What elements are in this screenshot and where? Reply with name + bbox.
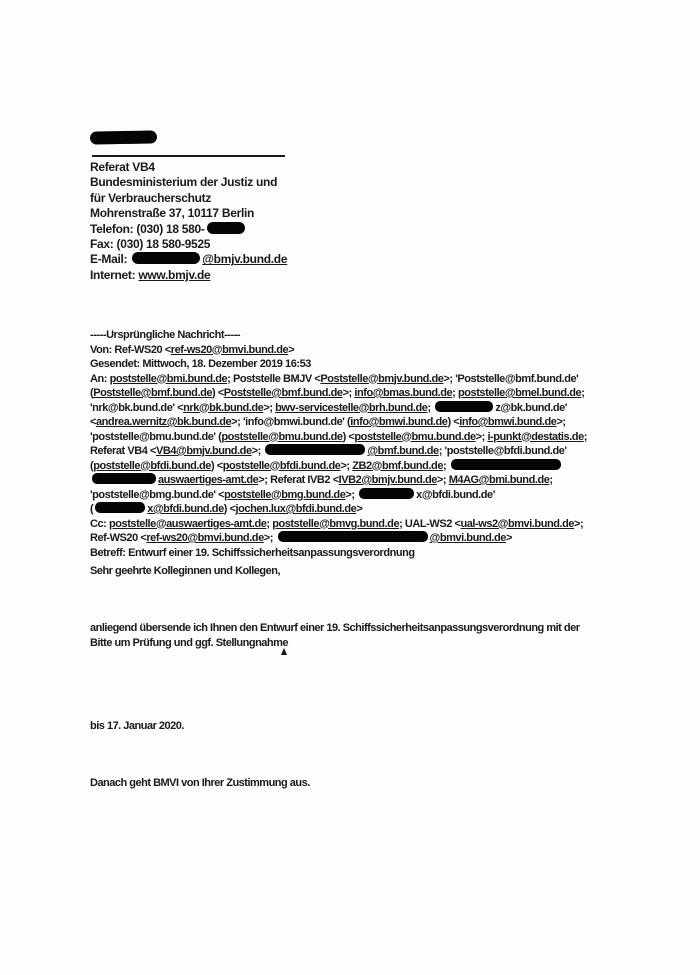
text-segment: ; xyxy=(452,387,458,399)
text-line xyxy=(90,459,587,474)
text-line xyxy=(90,502,587,517)
text-segment: ) < xyxy=(223,503,236,515)
closing-text: Danach geht BMVI von Ihrer Zustimmung aus. xyxy=(90,777,310,789)
email-address-text: poststelle@bmi.bund.de xyxy=(109,372,228,385)
text-segment: ( xyxy=(90,503,94,515)
text-segment: > xyxy=(288,343,295,356)
text-line xyxy=(90,222,287,237)
text-segment: >; xyxy=(263,401,276,414)
text-line xyxy=(90,415,587,430)
email-address-text: VB4@bmjv.bund.de xyxy=(156,445,252,457)
redaction-bar xyxy=(92,473,156,484)
text-segment: ; xyxy=(443,459,449,472)
email-address-text: Poststelle@bmf.bund.de xyxy=(223,387,343,399)
email-address-text: @bmf.bund.de xyxy=(367,445,439,457)
text-segment: ; xyxy=(266,517,273,530)
text-segment: Telefon: (030) 18 580- xyxy=(90,221,205,236)
text-segment: x@bfdi.bund.de' xyxy=(416,488,495,501)
email-address-text: poststelle@bmu.bund.de xyxy=(221,430,343,443)
text-segment: > xyxy=(356,503,363,515)
email-address-text: poststelle@bmu.bund.de xyxy=(354,430,476,443)
text-line xyxy=(90,546,587,561)
email-address-text: Poststelle@bmf.bund.de xyxy=(93,387,212,399)
text-line xyxy=(90,160,287,175)
text-line xyxy=(90,357,587,372)
redaction-bar xyxy=(359,488,414,499)
text-segment: z@bk.bund.de' xyxy=(495,401,567,414)
text-segment: ) < xyxy=(210,459,223,472)
text-segment: >; xyxy=(574,517,584,530)
email-address-text: ref-ws20@bmvi.bund.de xyxy=(146,532,264,544)
text-segment: 'nrk@bk.bund.de' < xyxy=(90,401,184,414)
text-segment: Mohrenstraße 37, 10117 Berlin xyxy=(90,206,255,221)
text-segment: ( xyxy=(90,459,94,472)
email-address-text: info@bmwi.bund.de xyxy=(459,416,557,428)
sender-contact-block xyxy=(90,160,287,283)
text-segment: Referat VB4 < xyxy=(90,445,156,457)
email-address-text: @bmvi.bund.de xyxy=(429,532,506,544)
redaction-bar xyxy=(95,502,145,513)
redaction-bar xyxy=(451,459,561,470)
text-segment: Bundesministerium der Justiz und xyxy=(90,175,278,190)
text-segment: >; 'info@bmwi.bund.de' ( xyxy=(231,416,351,428)
email-address-text: ZB2@bmf.bund.de xyxy=(352,459,443,472)
text-segment: >; xyxy=(436,474,449,486)
text-segment: ; 'poststelle@bfdi.bund.de' xyxy=(438,445,567,457)
email-address-text: poststelle@bfdi.bund.de xyxy=(222,459,341,472)
text-line xyxy=(90,386,587,401)
text-segment: ; UAL-WS2 < xyxy=(399,517,461,530)
text-segment: Betreff: Entwurf einer 19. Schiffssicherheitsanpassungsverordnung xyxy=(90,546,415,559)
email-address-text: poststelle@bfdi.bund.de xyxy=(93,459,211,472)
email-address-text: jochen.lux@bfdi.bund.de xyxy=(235,503,357,515)
email-address-text: poststelle@auswaertiges-amt.de xyxy=(108,517,267,530)
text-segment: 'poststelle@bmg.bund.de' < xyxy=(90,488,225,501)
text-segment: Fax: (030) 18 580-9525 xyxy=(90,237,211,252)
text-line xyxy=(90,343,587,358)
text-line xyxy=(90,328,587,343)
email-address-text: x@bfdi.bund.de xyxy=(147,503,224,515)
text-segment: Internet: xyxy=(90,267,139,282)
text-segment: E-Mail: xyxy=(90,252,131,267)
text-segment: ; xyxy=(549,474,553,486)
redaction-bar xyxy=(265,444,365,455)
text-segment: ; xyxy=(427,401,434,414)
request-text-line2: Bitte um Prüfung und ggf. Stellungnahme xyxy=(90,637,289,649)
text-line xyxy=(90,430,587,445)
text-segment: für Verbraucherschutz xyxy=(90,190,212,205)
text-segment: > xyxy=(505,532,512,544)
email-address-text: poststelle@bmel.bund.de xyxy=(458,387,582,399)
email-address-text: i-punkt@destatis.de xyxy=(487,430,584,443)
email-address-text: ual-ws2@bmvi.bund.de xyxy=(460,517,575,530)
text-segment: Cc: xyxy=(90,517,109,530)
text-segment: An: xyxy=(90,372,110,385)
text-line xyxy=(90,237,287,252)
text-line xyxy=(90,473,587,488)
text-segment: < xyxy=(90,416,96,428)
redaction-bar xyxy=(90,130,157,144)
text-segment: ) < xyxy=(342,430,355,443)
text-segment: >; 'Poststelle@bmf.bund.de' xyxy=(443,372,579,385)
text-segment: >; xyxy=(263,532,276,544)
text-line xyxy=(90,372,587,387)
text-line xyxy=(90,488,587,503)
text-line xyxy=(90,175,287,190)
email-address-text: info@bmwi.bund.de xyxy=(350,416,448,428)
text-segment: ; Poststelle BMJV < xyxy=(227,372,321,385)
email-address-text: info@bmas.bund.de xyxy=(354,387,453,399)
email-address-text: ref-ws20@bmvi.bund.de xyxy=(170,343,289,356)
email-address-text: auswaertiges-amt.de xyxy=(158,474,259,486)
redaction-bar xyxy=(435,401,493,412)
email-header-block xyxy=(90,328,587,560)
text-segment: ) < xyxy=(447,416,460,428)
request-text-line1: anliegend übersende ich Ihnen den Entwurf einer 19. Schiffssicherheitsanpassungsverordnung mit der xyxy=(90,622,580,634)
email-address-text: bwv-servicestelle@brh.bund.de xyxy=(275,401,428,414)
text-line xyxy=(90,517,587,532)
text-segment: ; xyxy=(583,430,587,443)
email-address-text: poststelle@bmvg.bund.de xyxy=(272,517,400,530)
email-address-text: poststelle@bmg.bund.de xyxy=(224,488,346,501)
text-line xyxy=(90,252,287,267)
text-segment: Gesendet: Mittwoch, 18. Dezember 2019 16:53 xyxy=(90,358,311,370)
text-segment: ( xyxy=(90,387,94,399)
text-line xyxy=(90,444,587,459)
greeting-text: Sehr geehrte Kolleginnen und Kollegen, xyxy=(90,565,281,577)
email-address-text: IVB2@bmjv.bund.de xyxy=(338,474,437,486)
email-address-text: M4AG@bmi.bund.de xyxy=(448,474,550,486)
cursor-artifact xyxy=(281,648,287,655)
text-segment: >; xyxy=(342,387,355,399)
text-segment: Referat VB4 xyxy=(90,160,155,174)
text-segment: ) < xyxy=(212,387,224,399)
email-address-text: andrea.wernitz@bk.bund.de xyxy=(95,416,232,428)
text-segment: ; xyxy=(581,387,585,399)
text-line xyxy=(90,268,287,283)
divider-line xyxy=(92,155,285,157)
text-segment: >; xyxy=(556,416,566,428)
email-address-text: Poststelle@bmjv.bund.de xyxy=(320,372,444,385)
text-line xyxy=(90,191,287,206)
email-address-text: www.bmjv.de xyxy=(138,267,211,282)
text-segment: >; xyxy=(475,430,488,443)
text-segment: Ref-WS20 < xyxy=(90,532,147,544)
redaction-bar xyxy=(132,252,200,264)
redaction-bar xyxy=(278,531,428,542)
text-line xyxy=(90,206,287,221)
email-address-text: nrk@bk.bund.de xyxy=(183,401,264,414)
text-segment: >; Referat IVB2 < xyxy=(258,474,339,486)
text-segment: >; xyxy=(251,445,264,457)
redaction-bar xyxy=(207,222,245,234)
text-segment: >; xyxy=(340,459,353,472)
text-line xyxy=(90,531,587,546)
deadline-text: bis 17. Januar 2020. xyxy=(90,720,184,732)
email-address-text: @bmjv.bund.de xyxy=(202,252,288,267)
text-line xyxy=(90,401,587,416)
text-segment: 'poststelle@bmu.bund.de' ( xyxy=(90,430,222,443)
text-segment: Von: Ref-WS20 < xyxy=(90,343,171,356)
text-segment: -----Ursprüngliche Nachricht----- xyxy=(90,329,241,341)
text-segment: >; xyxy=(345,488,358,501)
